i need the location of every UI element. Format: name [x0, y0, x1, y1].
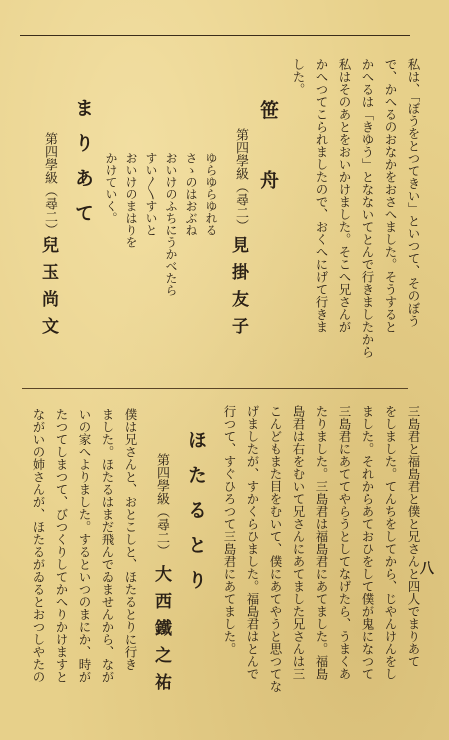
poem-line: ゆらゆらゆれる [204, 152, 218, 236]
story-title: まりあて [72, 98, 94, 238]
poem-byline: 第四學級（尋二） [233, 128, 248, 232]
poem-title: 笹 舟 [257, 100, 279, 205]
story-byline: 第四學級（尋二） [154, 453, 169, 557]
story-line: 僕は兄さんと、おとこしと、ほたるとりに行き [123, 408, 138, 671]
poem-line: かけていく。 [104, 152, 118, 224]
story-line: をしました。てんちをしてから、じやんけんをし [383, 405, 398, 680]
story-line: かへるは「きゆう」となないてとんで行きましたから [360, 58, 375, 358]
story-line: ました。ほたるはまだ飛んでゐませんから、なが [100, 408, 115, 683]
story-line: ました。それからあておひをして僕が鬼になつて [360, 405, 375, 680]
story-line: こんどもまた目をむいて、僕にあてやうと思つてな [268, 405, 283, 693]
poem-line: すい〳〵すいと [144, 152, 158, 236]
page-number: 八 [420, 561, 434, 577]
story-line: 私は、「ぼうをとつてきい」といつて、そのぼう [406, 58, 421, 327]
story-line: 私はそのあとをおいかけました。そこへ兄さんが [337, 58, 352, 333]
story-author: 兒玉尚文 [38, 236, 58, 344]
story-title: ほたるとり [185, 430, 207, 605]
story-line: ながいの姉さんが、ほたるがゐるとおつしやたの [31, 408, 46, 683]
section-divider [22, 388, 408, 389]
story-line: たつてしまつて、びつくりしてかへりかけますと [54, 408, 69, 683]
poem-author: 見掛友子 [228, 236, 248, 344]
story-line: で、かへるのおなかをおさへました。そうすると [383, 58, 398, 333]
story-line: いの家へよりました。するといつのまにか、時が [77, 408, 92, 683]
story-line: 三島君にあててやらうとしてなげたら、うまくあ [337, 405, 352, 680]
story-line: たりました。三島君は福島君にあてました。福島 [314, 405, 329, 680]
story-line: 島君は右をむいて兄さんにあてました兄さんは三 [291, 405, 306, 680]
top-border-rule [20, 35, 410, 36]
story-line: かへつてこられましたので、おくへにげて行きま [314, 58, 329, 333]
story-author: 大西鐵之祐 [151, 565, 171, 700]
poem-line: おいけのふちにうかべたら [164, 152, 178, 296]
story-line: 三島君と福島君と僕と兄さんと四人でまりあて [406, 405, 421, 668]
story-line: した。 [291, 58, 306, 96]
story-byline: 第四學級（尋二） [42, 132, 57, 236]
story-line: 行つて、すぐひろつて三島君にあてました。 [222, 405, 237, 655]
story-line: げましたが、すかくらひました。福島君はとんで [245, 405, 260, 680]
poem-line: おいけのまはりを [124, 152, 138, 248]
poem-line: さゝのはおぶね [184, 152, 198, 236]
